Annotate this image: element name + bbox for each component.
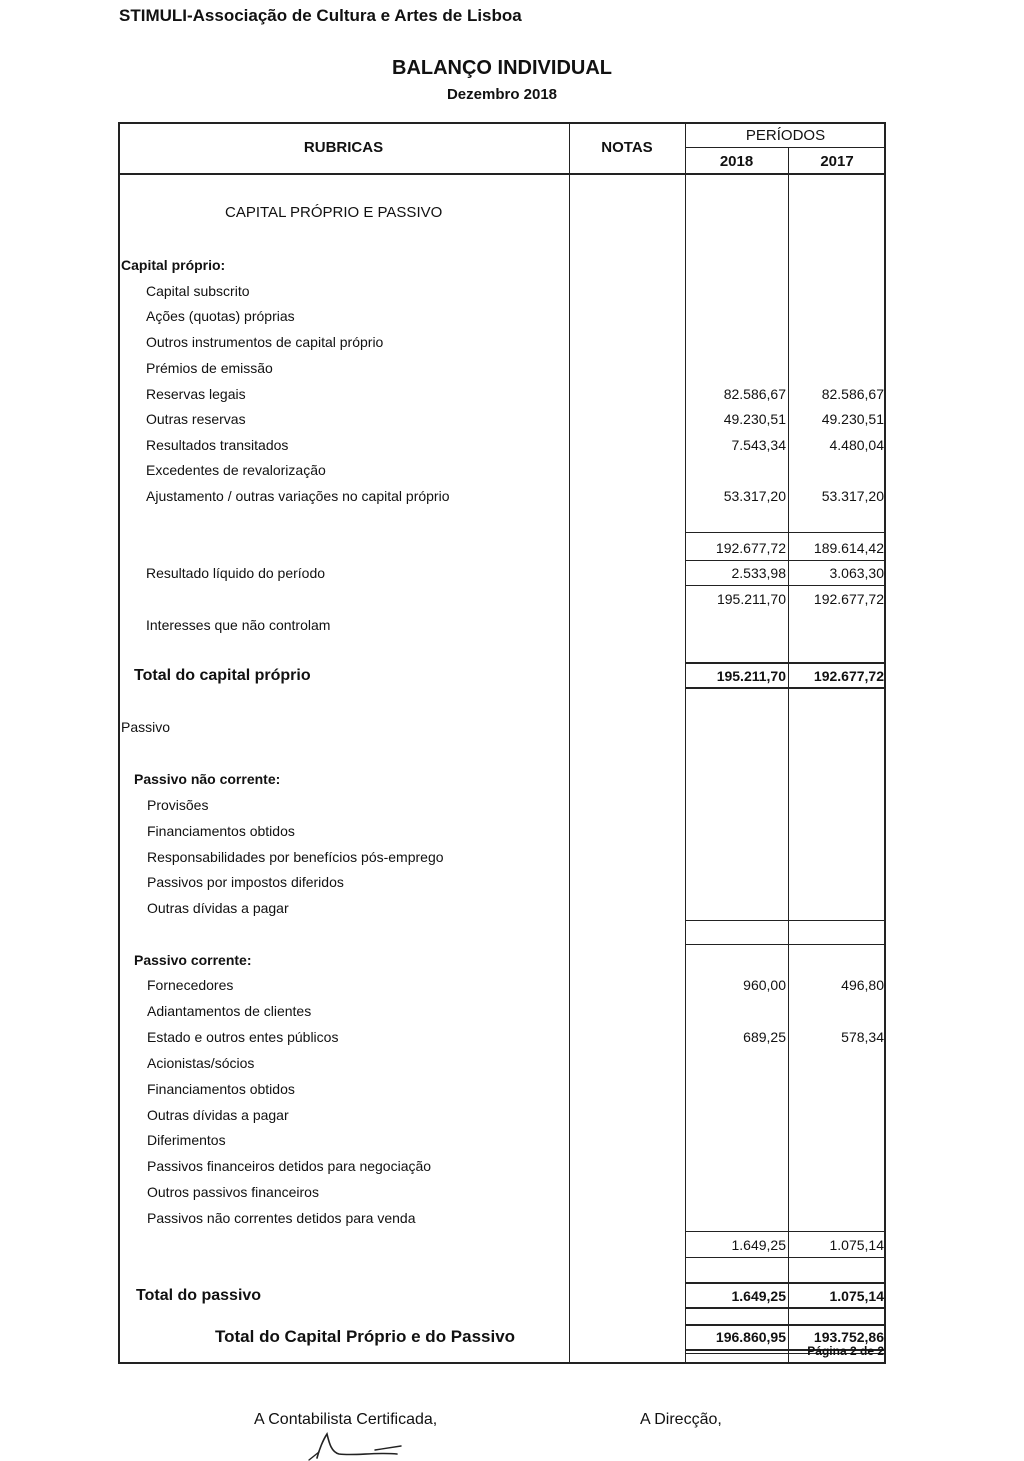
total-capital-line-bottom: [685, 687, 886, 689]
value-ajustamento-2018: 53.317,20: [723, 488, 786, 504]
section-capital-proprio-passivo: CAPITAL PRÓPRIO E PASSIVO: [225, 204, 443, 221]
value-subtotal1-2018: 192.677,72: [715, 540, 786, 556]
value-total-geral-2018: 196.860,95: [715, 1329, 786, 1345]
header-bottom-line: [118, 173, 886, 175]
subtotal-line-3: [685, 585, 886, 586]
value-fornecedores-2018: 960,00: [743, 977, 786, 993]
value-total-capital-2017: 192.677,72: [813, 668, 884, 684]
value-ajustamento-2017: 53.317,20: [821, 488, 884, 504]
row-resultados-transitados: Resultados transitados: [146, 437, 289, 453]
row-estado: Estado e outros entes públicos: [147, 1029, 339, 1045]
subtotal-nc-line-top: [685, 920, 886, 921]
row-responsabilidades: Responsabilidades por benefícios pós-emprego: [147, 849, 444, 865]
row-provisoes: Provisões: [147, 797, 209, 813]
row-premios-emissao: Prémios de emissão: [146, 360, 273, 376]
column-divider-2017: [788, 147, 789, 1364]
section-capital-proprio: Capital próprio:: [121, 257, 226, 273]
header-notas: NOTAS: [601, 139, 653, 156]
row-outras-dividas-c: Outras dívidas a pagar: [147, 1107, 289, 1123]
total-capital-line-top: [685, 662, 886, 664]
total-geral-line-top: [685, 1324, 886, 1326]
row-financiamentos-c: Financiamentos obtidos: [147, 1081, 295, 1097]
section-passivo-nao-corrente: Passivo não corrente:: [134, 771, 281, 787]
value-reservas-legais-2018: 82.586,67: [723, 386, 786, 402]
row-total-passivo: Total do passivo: [136, 1287, 262, 1304]
value-total-capital-2018: 195.211,70: [716, 668, 786, 684]
row-diferimentos: Diferimentos: [147, 1132, 226, 1148]
subtotal-c-line-bottom: [685, 1257, 886, 1258]
section-passivo: Passivo: [121, 719, 171, 735]
column-divider-notas: [569, 122, 570, 1364]
value-subtotal-corrente-2017: 1.075,14: [829, 1237, 884, 1253]
value-resultado-liquido-2017: 3.063,30: [829, 565, 884, 581]
value-estado-2017: 578,34: [841, 1029, 884, 1045]
row-outros-instrumentos: Outros instrumentos de capital próprio: [146, 334, 384, 350]
value-outras-reservas-2018: 49.230,51: [723, 411, 786, 427]
row-fornecedores: Fornecedores: [147, 977, 234, 993]
row-passivos-nc-venda: Passivos não correntes detidos para venda: [147, 1210, 416, 1226]
header-year-2018: 2018: [719, 153, 754, 170]
value-subtotal1-2017: 189.614,42: [813, 540, 884, 556]
row-outras-dividas-nc: Outras dívidas a pagar: [147, 900, 289, 916]
value-total-passivo-2018: 1.649,25: [731, 1288, 786, 1304]
handwritten-signature: [305, 1430, 415, 1461]
organization-name: STIMULI-Associação de Cultura e Artes de Lisboa: [119, 6, 522, 25]
row-adiantamentos: Adiantamentos de clientes: [147, 1003, 312, 1019]
value-total-passivo-2017: 1.075,14: [829, 1288, 884, 1304]
row-resultado-liquido: Resultado líquido do período: [146, 565, 326, 581]
total-passivo-line-bottom: [685, 1307, 886, 1309]
document-title: BALANÇO INDIVIDUAL: [392, 57, 612, 79]
row-outros-passivos-fin: Outros passivos financeiros: [147, 1184, 319, 1200]
row-financiamentos-nc: Financiamentos obtidos: [147, 823, 295, 839]
document-subtitle: Dezembro 2018: [446, 86, 558, 103]
row-acoes-proprias: Ações (quotas) próprias: [146, 308, 295, 324]
page-number: Página 2 de 2: [807, 1344, 884, 1358]
section-passivo-corrente: Passivo corrente:: [134, 952, 252, 968]
row-outras-reservas: Outras reservas: [146, 411, 246, 427]
value-subtotal2-2017: 192.677,72: [813, 591, 884, 607]
row-acionistas: Acionistas/sócios: [147, 1055, 255, 1071]
value-estado-2018: 689,25: [743, 1029, 786, 1045]
value-reservas-legais-2017: 82.586,67: [821, 386, 884, 402]
value-total-geral-2017: 193.752,86: [813, 1329, 884, 1345]
row-total-geral: Total do Capital Próprio e do Passivo: [215, 1327, 516, 1346]
value-subtotal2-2018: 195.211,70: [716, 591, 786, 607]
row-capital-subscrito: Capital subscrito: [146, 283, 250, 299]
header-periodos-line: [685, 147, 886, 148]
row-reservas-legais: Reservas legais: [146, 386, 246, 402]
value-fornecedores-2017: 496,80: [841, 977, 884, 993]
subtotal-nc-line-bottom: [685, 944, 886, 945]
subtotal-line-1: [685, 532, 886, 533]
row-excedentes-revalorizacao: Excedentes de revalorização: [146, 462, 326, 478]
header-year-2017: 2017: [820, 153, 854, 170]
subtotal-c-line-top: [685, 1231, 886, 1232]
header-periodos: PERÍODOS: [745, 127, 826, 144]
value-outras-reservas-2017: 49.230,51: [821, 411, 884, 427]
row-ajustamento: Ajustamento / outras variações no capital próprio: [146, 488, 450, 504]
header-rubricas: RUBRICAS: [303, 139, 384, 156]
row-interesses: Interesses que não controlam: [146, 617, 331, 633]
value-resultados-transitados-2018: 7.543,34: [731, 437, 786, 453]
value-subtotal-corrente-2018: 1.649,25: [731, 1237, 786, 1253]
row-passivos-impostos: Passivos por impostos diferidos: [147, 874, 344, 890]
signature-contabilista: A Contabilista Certificada,: [254, 1411, 438, 1428]
signature-direccao: A Direcção,: [640, 1411, 722, 1428]
row-total-capital-proprio: Total do capital próprio: [134, 667, 311, 684]
row-passivos-financeiros-neg: Passivos financeiros detidos para negociação: [147, 1158, 432, 1174]
value-resultados-transitados-2017: 4.480,04: [829, 437, 884, 453]
value-resultado-liquido-2018: 2.533,98: [731, 565, 786, 581]
subtotal-line-2: [685, 560, 886, 561]
total-passivo-line-top: [685, 1282, 886, 1284]
column-divider-2018: [685, 122, 686, 1364]
